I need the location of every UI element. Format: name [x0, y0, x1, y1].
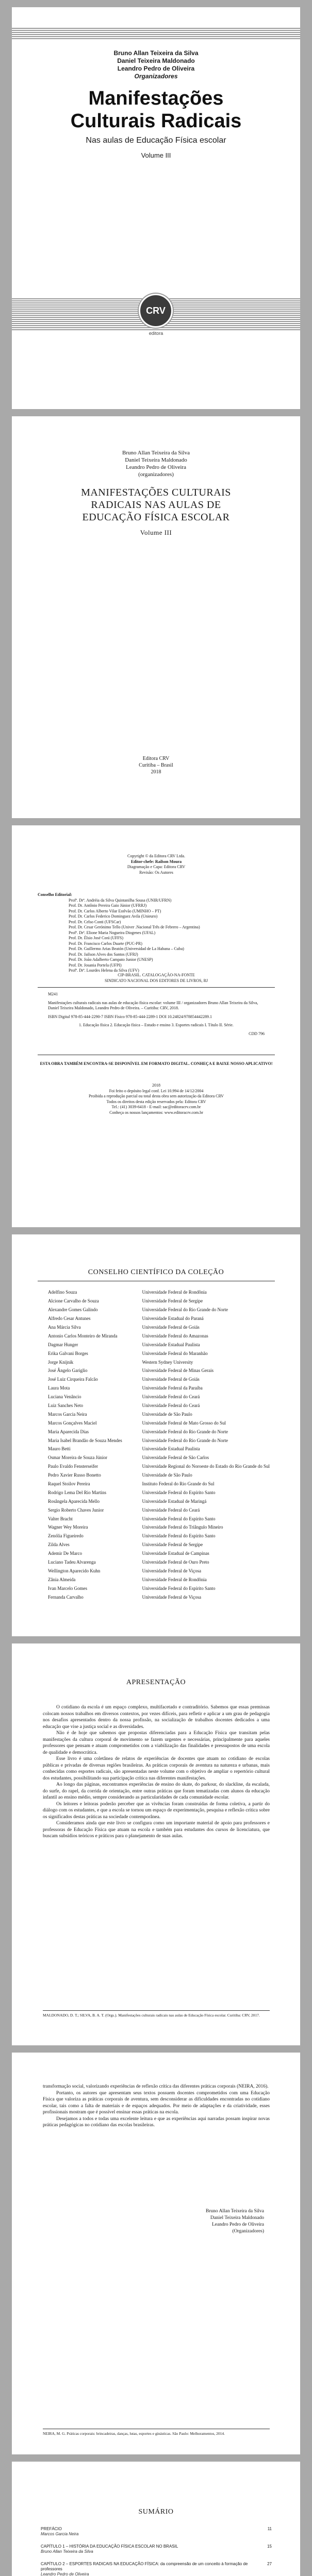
board-member: Prof. Dr. Celso Conti (UFSCar) — [69, 919, 121, 924]
paragraph: Consideramos ainda que este livro se configura como um importante material de apoio para professores e professoras de Educação Física que atuam na escola e também para estudantes dos cursos de licenciatura, que buscam subsídios teóricos e práticos para o planejamento de suas aulas. — [43, 1821, 270, 1839]
council-table — [48, 1288, 270, 1601]
cover-title-line: Culturais Radicais — [70, 110, 242, 132]
council-member-institution: Universidade Estadual de Campinas — [142, 1551, 209, 1556]
council-row — [48, 1471, 270, 1480]
publisher-logo-sub: editora — [149, 331, 163, 336]
council-row — [48, 1462, 270, 1471]
council-row — [48, 1288, 270, 1297]
council-row — [48, 1427, 270, 1436]
council-member-name: Ana Márcia Silva — [48, 1325, 81, 1330]
council-member-name: Mauro Betti — [48, 1446, 71, 1452]
signer-name: Daniel Teixeira Maldonado — [210, 2215, 264, 2221]
council-member-institution: Universidade Federal de Ouro Preto — [142, 1560, 209, 1565]
cip-isbn: ISBN Digital 978-85-444-2290-7 ISBN Físico 978-85-444-2289-1 DOI 10.24824/978854442289.1 — [48, 1014, 212, 1019]
council-member-name: Dagmar Hunger — [48, 1342, 78, 1347]
toc-entry-author: Bruno Allan Teixeira da Silva — [41, 2549, 93, 2554]
copyright-block — [38, 854, 275, 875]
toc-page — [12, 2462, 300, 2576]
council-row — [48, 1453, 270, 1462]
toc-entry-page: 15 — [267, 2544, 272, 2549]
council-member-institution: Universidade Federal do Ceará — [142, 1403, 200, 1409]
cover-authors — [12, 49, 300, 80]
council-member-name: Zânia Almeida — [48, 1577, 76, 1582]
cover-volume: Volume III — [141, 151, 171, 159]
title-page-author: Daniel Teixeira Maldonado — [125, 457, 187, 463]
title-page-city: Curitiba – Brasil — [139, 762, 173, 768]
title-page-publisher: Editora CRV — [142, 756, 170, 761]
footnote: NEIRA, M. G. Práticas corporais: brincadeiras, danças, lutas, esportes e ginásticas. São Paulo: Melhoramentos, 2014. — [43, 2429, 270, 2436]
toc-entry[interactable] — [41, 2562, 272, 2576]
toc-entry-title: CAPÍTULO 2 – ESPORTES RADICAIS NA EDUCAÇÃO FÍSICA: da compreensão de um conceito à formação de professores — [41, 2562, 248, 2571]
copyright-line: Editor-chefe: Railson Moura — [130, 859, 182, 864]
cip-subtitle: SINDICATO NACIONAL DOS EDITORES DE LIVROS, RJ — [104, 978, 208, 983]
title-page-volume: Volume III — [140, 529, 172, 536]
toc-entry[interactable] — [41, 2544, 272, 2554]
council-member-name: Rosângela Aparecida Mello — [48, 1498, 100, 1504]
council-member-name: Zenólia Figueiredo — [48, 1533, 84, 1539]
council-row — [48, 1445, 270, 1453]
council-member-name: Jorge Knijnik — [48, 1359, 74, 1365]
council-member-institution: Universidade Estadual Paulista — [142, 1342, 200, 1347]
copyright-page — [12, 825, 300, 1227]
council-member-institution: Universidade Federal do Rio Grande do Norte — [142, 1437, 228, 1443]
digital-notice: ESTA OBRA TAMBÉM ENCONTRA-SE DISPONÍVEL EM FORMATO DIGITAL. CONHEÇA E BAIXE NOSSO APLICATIVO! — [40, 1061, 273, 1066]
board-member: Prof. Dr. Élsio José Corá (UFFS) — [69, 936, 124, 940]
council-member-name: Marcos Garcia Neira — [48, 1411, 87, 1417]
council-member-institution: Universidade de São Paulo — [142, 1411, 192, 1417]
pub-line: Foi feito o depósito legal conf. Lei 10.994 de 14/12/2004 — [109, 1088, 204, 1093]
toc-list — [41, 2527, 272, 2576]
board-member: Prof. Dr. Antônio Pereira Gaio Júnior (UFRRJ) — [69, 903, 147, 908]
council-member-name: Maria Aparecida Dias — [48, 1429, 89, 1434]
council-member-name: Wellington Aparecido Kuhn — [48, 1568, 101, 1573]
council-member-institution: Universidade Regional do Noroeste do Estado do Rio Grande do Sul — [142, 1464, 270, 1469]
copyright-line: Diagramação e Capa: Editora CRV — [127, 865, 186, 869]
title-page-title — [12, 486, 300, 539]
council-member-institution: Universidade Federal de Goiás — [142, 1325, 200, 1330]
cover-author: Daniel Teixeira Maldonado — [117, 57, 195, 64]
signer-name: Leandro Pedro de Oliveira — [211, 2222, 264, 2227]
council-member-institution: Universidade Federal de Minas Gerais — [142, 1368, 214, 1374]
cip-id: M241 — [48, 992, 58, 996]
council-member-name: José Ângelo Gariglio — [48, 1368, 88, 1374]
council-row — [48, 1436, 270, 1445]
title-page-imprint — [12, 755, 300, 775]
council-row — [48, 1331, 270, 1340]
title-page-author: Bruno Allan Teixeira da Silva — [122, 450, 190, 456]
council-member-institution: Universidade Federal do Espírito Santo — [142, 1516, 216, 1521]
paragraph: Os leitores e leitoras poderão perceber que as vivências foram construídas de forma coletiva, a partir do diálogo com os estudantes, e que a escola se tornou um espaço de experimentação, pesquisa e reflexão crítica sobre os significados destas práticas na sociedade contemporânea. — [43, 1801, 270, 1820]
council-row — [48, 1523, 270, 1532]
council-heading: CONSELHO CIENTÍFICO DA COLEÇÃO — [88, 1268, 224, 1276]
board-member: Profª. Drª. Elione Maria Nogueira Diogenes (UFAL) — [69, 930, 156, 935]
cip-title: CIP-BRASIL. CATALOGAÇÃO-NA-FONTE — [118, 973, 195, 977]
council-member-institution: Universidade Federal de Sergipe — [142, 1542, 203, 1548]
council-member-institution: Universidade Federal de Sergipe — [142, 1298, 203, 1304]
council-member-name: Alfredo Cesar Antunes — [48, 1316, 91, 1321]
council-member-name: Marcos Gonçalves Maciel — [48, 1420, 97, 1426]
council-member-name: Luciano Tadeu Alvarenga — [48, 1560, 96, 1565]
council-member-name: Wagner Wey Moreira — [48, 1524, 88, 1530]
council-row — [48, 1340, 270, 1349]
council-member-name: Maria Isabel Brandão de Souza Mendes — [48, 1437, 122, 1443]
toc-entry-author: Leandro Pedro de Oliveira — [41, 2572, 89, 2576]
toc-entry-author: Marcos Garcia Neira — [41, 2532, 79, 2536]
publication-info — [38, 1083, 275, 1115]
council-row — [48, 1297, 270, 1306]
paragraph: Ao longo das páginas, encontramos experiências de ensino do skate, do parkour, do slackline, da escalada, do surfe, do rapel, da corrida de orientação, entre outras práticas que foram tematizadas com alunos da educação infantil ao ensino médio, sempre considerando as particularidades de cada comunidade escolar. — [43, 1782, 270, 1800]
paragraph: Desejamos a todos e todas uma excelente leitura e que as experiências aqui narradas possam inspirar novas práticas pedagógicas no cotidiano das escolas brasileiras. — [43, 2116, 270, 2128]
presentation-text — [43, 1704, 270, 1840]
council-row — [48, 1567, 270, 1575]
council-member-name: Laura Mota — [48, 1385, 70, 1391]
council-member-institution: Universidade Federal do Maranhão — [142, 1350, 208, 1356]
pub-line: Proibida a reprodução parcial ou total desta obra sem autorização da Editora CRV — [89, 1094, 224, 1098]
cip-record — [38, 987, 275, 1055]
copyright-line: Copyright © da Editora CRV Ltda. — [127, 854, 185, 858]
council-row — [48, 1393, 270, 1401]
council-row — [48, 1505, 270, 1514]
pub-line: Conheça os nossos lançamentos: www.editoracrv.com.br — [109, 1110, 203, 1115]
council-member-institution: Universidade Federal do Ceará — [142, 1507, 200, 1513]
board-member: Profª. Drª. Andréia da Silva Quintanilha Sousa (UNIR/UFRN) — [69, 897, 172, 903]
title-page-author: Leandro Pedro de Oliveira — [126, 464, 186, 470]
council-member-institution: Universidade Federal do Espírito Santo — [142, 1533, 216, 1539]
cip-text: Manifestações culturais radicais nas aulas de educação física escolar: volume III / organizadores Bruno Allan Teixeira da Silva, Daniel Teixeira Maldonado, Leandro Pedro de Oliveira. – Curitiba: CRV, 2018. — [48, 1000, 258, 1010]
council-member-institution: Universidade Federal do Rio Grande do Norte — [142, 1429, 228, 1434]
council-member-institution: Universidade Federal do Espírito Santo — [142, 1489, 216, 1495]
council-row — [48, 1549, 270, 1558]
cip-keys: 1. Educação física 2. Educação física – Estudo e ensino 3. Esportes radicais I. Título II. Série. — [79, 1023, 234, 1027]
council-member-name: Luiz Sanches Neto — [48, 1403, 83, 1409]
council-member-name: Luciana Venâncio — [48, 1394, 81, 1400]
board-member: Prof. Dr. Carlos Federico Dominguez Avila (Unieuro) — [69, 914, 158, 919]
pub-line: 2018 — [152, 1083, 160, 1088]
cover-page — [12, 7, 300, 409]
council-member-name: Ademir De Marco — [48, 1551, 82, 1556]
council-member-name: Valter Bracht — [48, 1516, 73, 1521]
editorial-board-title: Conselho Editorial: — [38, 892, 72, 897]
council-member-name: Erika Galvani Borges — [48, 1350, 88, 1356]
paragraph: Esse livro é uma coletânea de relatos de experiências de docentes que atuam no cotidiano de escolas públicas e privadas de diversas regiões brasileiras. As práticas corporais de aventura na natureza e urbanas, mais conhecidas como esportes radicais, são apresentadas neste volume com o objetivo de ampliar o repertório cultural dos estudantes, possibilitando sua participação crítica nas diferentes manifestações. — [43, 1756, 270, 1781]
council-row — [48, 1584, 270, 1592]
signature-block — [206, 2208, 264, 2235]
title-page-authors — [12, 449, 300, 478]
cip-cdd: CDD 796 — [249, 1031, 265, 1036]
paragraph: O cotidiano da escola é um espaço complexo, multifacetado e contraditório. Sabemos que essas premissas colocam nossos trabalhos em diversos contextos, por vezes difíceis, para refletir e aplicar a um grau de pedagogia nos desafios apresentados dentro da nossa profissão, na socialização de trabalhos docentes dedicados a uma educação que vise a justiça social e as diversidades. — [43, 1705, 270, 1730]
toc-heading: SUMÁRIO — [138, 2508, 174, 2516]
council-row — [48, 1480, 270, 1488]
title-page — [12, 416, 300, 818]
council-member-name: Sergio Roberto Chaves Junior — [48, 1507, 104, 1513]
council-member-institution: Western Sydney University — [142, 1359, 193, 1365]
copyright-line: Revisão: Os Autores — [139, 870, 173, 875]
council-member-institution: Universidade de São Paulo — [142, 1472, 192, 1478]
council-member-name: Adelfino Souza — [48, 1290, 77, 1295]
toc-entry-page: 27 — [267, 2562, 272, 2566]
board-member: Prof. Dr. Guillermo Arias Beatón (Universidad de La Habana – Cuba) — [69, 946, 184, 951]
council-row — [48, 1514, 270, 1523]
cover-title-line: Manifestações — [88, 88, 224, 109]
paragraph: transformação social, valorizando experiências de reflexão crítica das diferentes práticas corporais (NEIRA, 2016). — [43, 2084, 269, 2089]
presentation-continued-text — [43, 2083, 270, 2129]
signer-name: Bruno Allan Teixeira da Silva — [205, 2209, 264, 2214]
council-member-institution: Universidade Federal do Amazonas — [142, 1333, 208, 1338]
council-row — [48, 1575, 270, 1584]
cover-author: Bruno Allan Teixeira da Silva — [113, 49, 199, 57]
council-row — [48, 1323, 270, 1332]
toc-entry-title: CAPÍTULO 1 – HISTÓRIA DA EDUCAÇÃO FÍSICA ESCOLAR NO BRASIL — [41, 2544, 178, 2549]
title-page-title-line: RADICAIS NAS AULAS DE — [91, 499, 221, 511]
council-row — [48, 1384, 270, 1393]
council-member-name: Antonio Carlos Monteiro de Miranda — [48, 1333, 118, 1338]
title-page-org-label: (organizadores) — [138, 471, 174, 478]
council-member-institution: Universidade Federal do Triângulo Mineiro — [142, 1524, 223, 1530]
title-page-title-line: EDUCAÇÃO FÍSICA ESCOLAR — [82, 512, 230, 523]
council-member-institution: Universidade Federal do Rio Grande do Norte — [142, 1307, 228, 1313]
publisher-logo — [139, 294, 173, 328]
council-row — [48, 1418, 270, 1427]
council-member-institution: Instituto Federal do Rio Grande do Sul — [142, 1481, 215, 1487]
council-row — [48, 1410, 270, 1418]
council-row — [48, 1306, 270, 1314]
council-member-institution: Universidade Federal de São Carlos — [142, 1455, 209, 1461]
council-member-institution: Universidade Estadual Paulista — [142, 1446, 200, 1452]
board-member: Prof. Dr. Josania Portela (UFPI) — [69, 962, 122, 968]
council-member-institution: Universidade Federal do Espírito Santo — [142, 1585, 216, 1591]
toc-entry-title: PREFÁCIO — [41, 2527, 62, 2531]
signer-role: (Organizadores) — [232, 2229, 264, 2234]
council-member-name: Zilda Alves — [48, 1542, 70, 1548]
council-row — [48, 1314, 270, 1323]
cover-top-rule — [12, 28, 300, 45]
publisher-logo-text: CRV — [146, 305, 166, 316]
council-row — [48, 1358, 270, 1366]
cover-author: Leandro Pedro de Oliveira — [117, 65, 195, 72]
pub-line: Tel.: (41) 3039-6418 - E-mail: sac@editoracrv.com.br — [111, 1105, 201, 1109]
council-member-name: Alexandre Gomes Galindo — [48, 1307, 98, 1313]
council-member-institution: Universidade Federal de Goiás — [142, 1377, 200, 1382]
council-member-name: Raquel Stoilov Pereira — [48, 1481, 90, 1487]
board-member: Prof. Dr. João Adalberto Campato Junior (UNESP) — [69, 957, 153, 962]
council-member-name: Fernanda Carvalho — [48, 1594, 84, 1600]
council-member-institution: Universidade Federal da Paraíba — [142, 1385, 203, 1391]
title-page-year: 2018 — [151, 769, 161, 775]
council-row — [48, 1558, 270, 1567]
board-member: Profª. Drª. Lourdes Helena da Silva (UFV) — [69, 968, 139, 973]
cover-title — [12, 87, 300, 132]
council-page — [12, 1234, 300, 1636]
council-member-name: Osmar Moreira de Souza Júnior — [48, 1455, 107, 1461]
council-row — [48, 1366, 270, 1375]
council-row — [48, 1488, 270, 1497]
council-member-institution: Universidade Federal de Rondônia — [142, 1577, 207, 1582]
council-member-institution: Universidade Federal de Viçosa — [142, 1568, 202, 1573]
paragraph: Portanto, os autores que apresentam seus textos possuem docentes comprometidos com uma Educação Física que valoriza as práticas corporais de aventura, sem desconsiderar as dificuldades encontradas no cotidiano escolar, tais como a falta de materiais e de espaços adequados. Por meio de adaptações e da criatividade, esses profissionais mostram que é possível ensinar essas práticas na escola. — [43, 2090, 270, 2115]
council-row — [48, 1592, 270, 1601]
council-row — [48, 1401, 270, 1410]
board-member: Prof. Dr. Carlos Alberto Vilar Estêvão (UMINHO – PT) — [69, 908, 161, 913]
council-row — [48, 1349, 270, 1358]
council-member-institution: Universidade Federal de Viçosa — [142, 1594, 202, 1600]
council-member-institution: Universidade Federal de Rondônia — [142, 1290, 207, 1295]
footnote: MALDONADO, D. T.; SILVA, B. A. T. (Orgs.). Manifestações culturais radicais nas aulas de Educação Física escolar. Curitiba: CRV, 2017. — [43, 2010, 270, 2018]
presentation-continued-page — [12, 2053, 300, 2454]
editorial-board — [38, 892, 275, 974]
council-row — [48, 1375, 270, 1384]
board-member: Prof. Dr. Cesar Gerónimo Tello (Univer .Nacional Três de Febrero – Argentina) — [69, 925, 200, 929]
council-member-name: José Luiz Cirqueira Falcão — [48, 1377, 98, 1382]
cover-org-label: Organizadores — [134, 73, 178, 80]
title-page-title-line: MANIFESTAÇÕES CULTURAIS — [81, 487, 231, 498]
cip-heading — [38, 973, 275, 984]
council-member-name: Rodrigo Lema Del Rio Martins — [48, 1489, 106, 1495]
council-row — [48, 1532, 270, 1540]
council-member-institution: Universidade Estadual de Maringá — [142, 1498, 207, 1504]
council-row — [48, 1540, 270, 1549]
cover-subtitle: Nas aulas de Educação Física escolar — [86, 136, 226, 145]
presentation-page — [12, 1643, 300, 2045]
board-member: Prof. Dr. Jailson Alves dos Santos (UFRJ) — [69, 952, 138, 957]
presentation-heading: APRESENTAÇÃO — [126, 1679, 186, 1686]
toc-entry[interactable] — [41, 2527, 272, 2537]
council-member-institution: Universidade Federal de Mato Grosso do Sul — [142, 1420, 226, 1426]
council-member-name: Ivan Marcelo Gomes — [48, 1585, 87, 1591]
council-member-name: Pedro Xavier Russo Bonetto — [48, 1472, 101, 1478]
toc-entry-page: 11 — [267, 2527, 272, 2531]
council-member-institution: Universidade Estadual do Paraná — [142, 1316, 204, 1321]
paragraph: Não é de hoje que sabemos que propostas diferenciadas para a Educação Física que transitam pelas manifestações da cultura corporal de movimento se fazem urgentes e necessárias, principalmente para aqueles professores que pensam e atuam comprometidos com a viabilização das finalidades e pressupostos de uma escola de qualidade e democrática. — [43, 1731, 270, 1755]
council-member-name: Paulo Evaldo Fensterseifer — [48, 1464, 98, 1469]
council-row — [48, 1497, 270, 1505]
council-member-name: Alcione Carvalho de Souza — [48, 1298, 99, 1304]
pub-line: Todos os direitos desta edição reservados pela: Editora CRV — [106, 1099, 206, 1104]
council-member-institution: Universidade Federal do Ceará — [142, 1394, 200, 1400]
board-member: Prof. Dr. Francisco Carlos Duarte (PUC-PR) — [69, 941, 142, 946]
